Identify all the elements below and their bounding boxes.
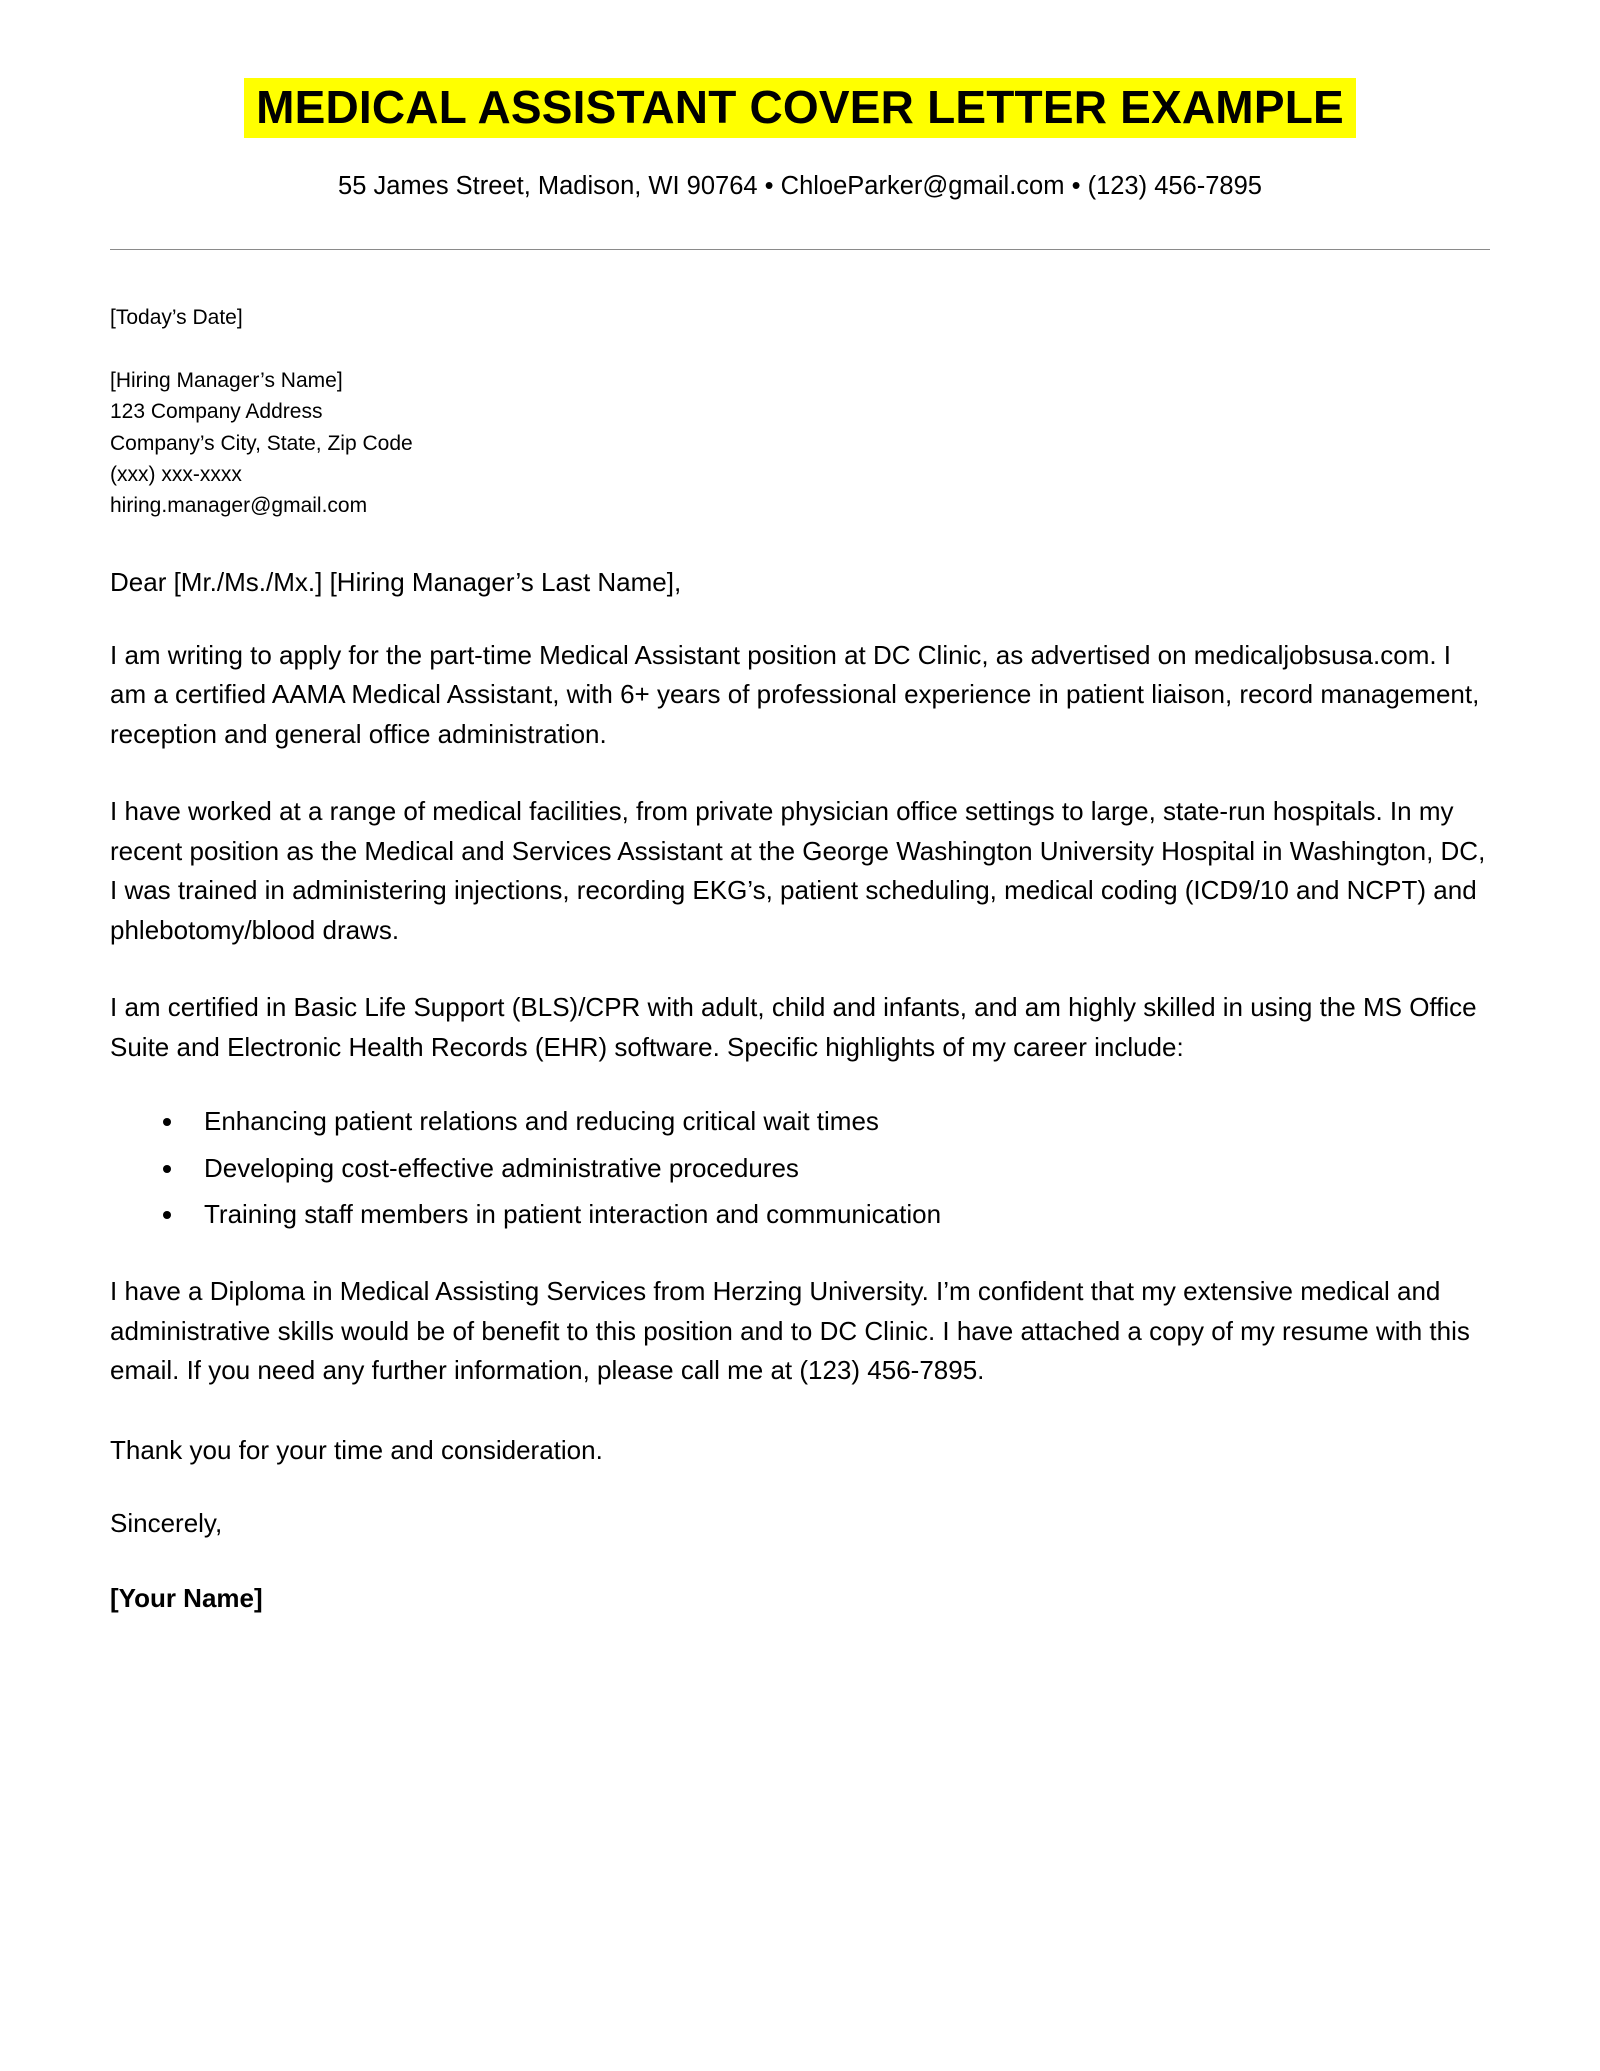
applicant-contact-line: 55 James Street, Madison, WI 90764 • ChloeParker@gmail.com • (123) 456-7895 (338, 172, 1262, 201)
signoff-line: Sincerely, (110, 1507, 223, 1538)
body-paragraph-1: I am writing to apply for the part-time Medical Assistant position at DC Clinic, as advertised on medicaljobsusa.com. I am a certified AAMA Medical Assistant, with 6+ years of professional experience in patient liaison, record management, reception and general office administration. (110, 639, 1480, 749)
recipient-name: [Hiring Manager’s Name] (110, 369, 343, 393)
header-divider (110, 249, 1490, 250)
thank-you-line: Thank you for your time and consideration. (110, 1434, 603, 1465)
career-highlights-list (110, 1101, 1490, 1234)
recipient-address-block (110, 365, 1490, 520)
list-item: • Training staff members in patient interaction and communication (186, 1194, 1490, 1234)
recipient-phone: (xxx) xxx-xxxx (110, 462, 242, 486)
list-item: • Developing cost-effective administrative procedures (186, 1148, 1490, 1188)
body-paragraph-2: I have worked at a range of medical facilities, from private physician office settings to large, state-run hospitals. In my recent position as the Medical and Services Assistant at the George Washington University Hospital in Washington, DC, I was trained in administering injections, recording EKG’s, patient scheduling, medical coding (ICD9/10 and NCPT) and phlebotomy/blood draws. (110, 796, 1486, 945)
letter-date: [Today’s Date] (110, 306, 243, 330)
recipient-address: 123 Company Address (110, 400, 323, 424)
signature-name: [Your Name] (110, 1582, 263, 1613)
body-paragraph-3: I am certified in Basic Life Support (BLS)/CPR with adult, child and infants, and am highly skilled in using the MS Office Suite and Electronic Health Records (EHR) software. Specific highlights of my career include: (110, 992, 1477, 1062)
page-title: MEDICAL ASSISTANT COVER LETTER EXAMPLE (244, 78, 1356, 138)
list-item: • Enhancing patient relations and reducing critical wait times (186, 1101, 1490, 1141)
closing-paragraph: I have a Diploma in Medical Assisting Services from Herzing University. I’m confident that my extensive medical and administrative skills would be of benefit to this position and to DC Clinic. I have attached a copy of my resume with this email. If you need any further information, please call me at (123) 456-7895. (110, 1276, 1470, 1386)
salutation: Dear [Mr./Ms./Mx.] [Hiring Manager’s Last Name], (110, 566, 682, 597)
title-container (110, 78, 1490, 138)
recipient-email: hiring.manager@gmail.com (110, 493, 368, 517)
recipient-city-state-zip: Company’s City, State, Zip Code (110, 431, 413, 455)
